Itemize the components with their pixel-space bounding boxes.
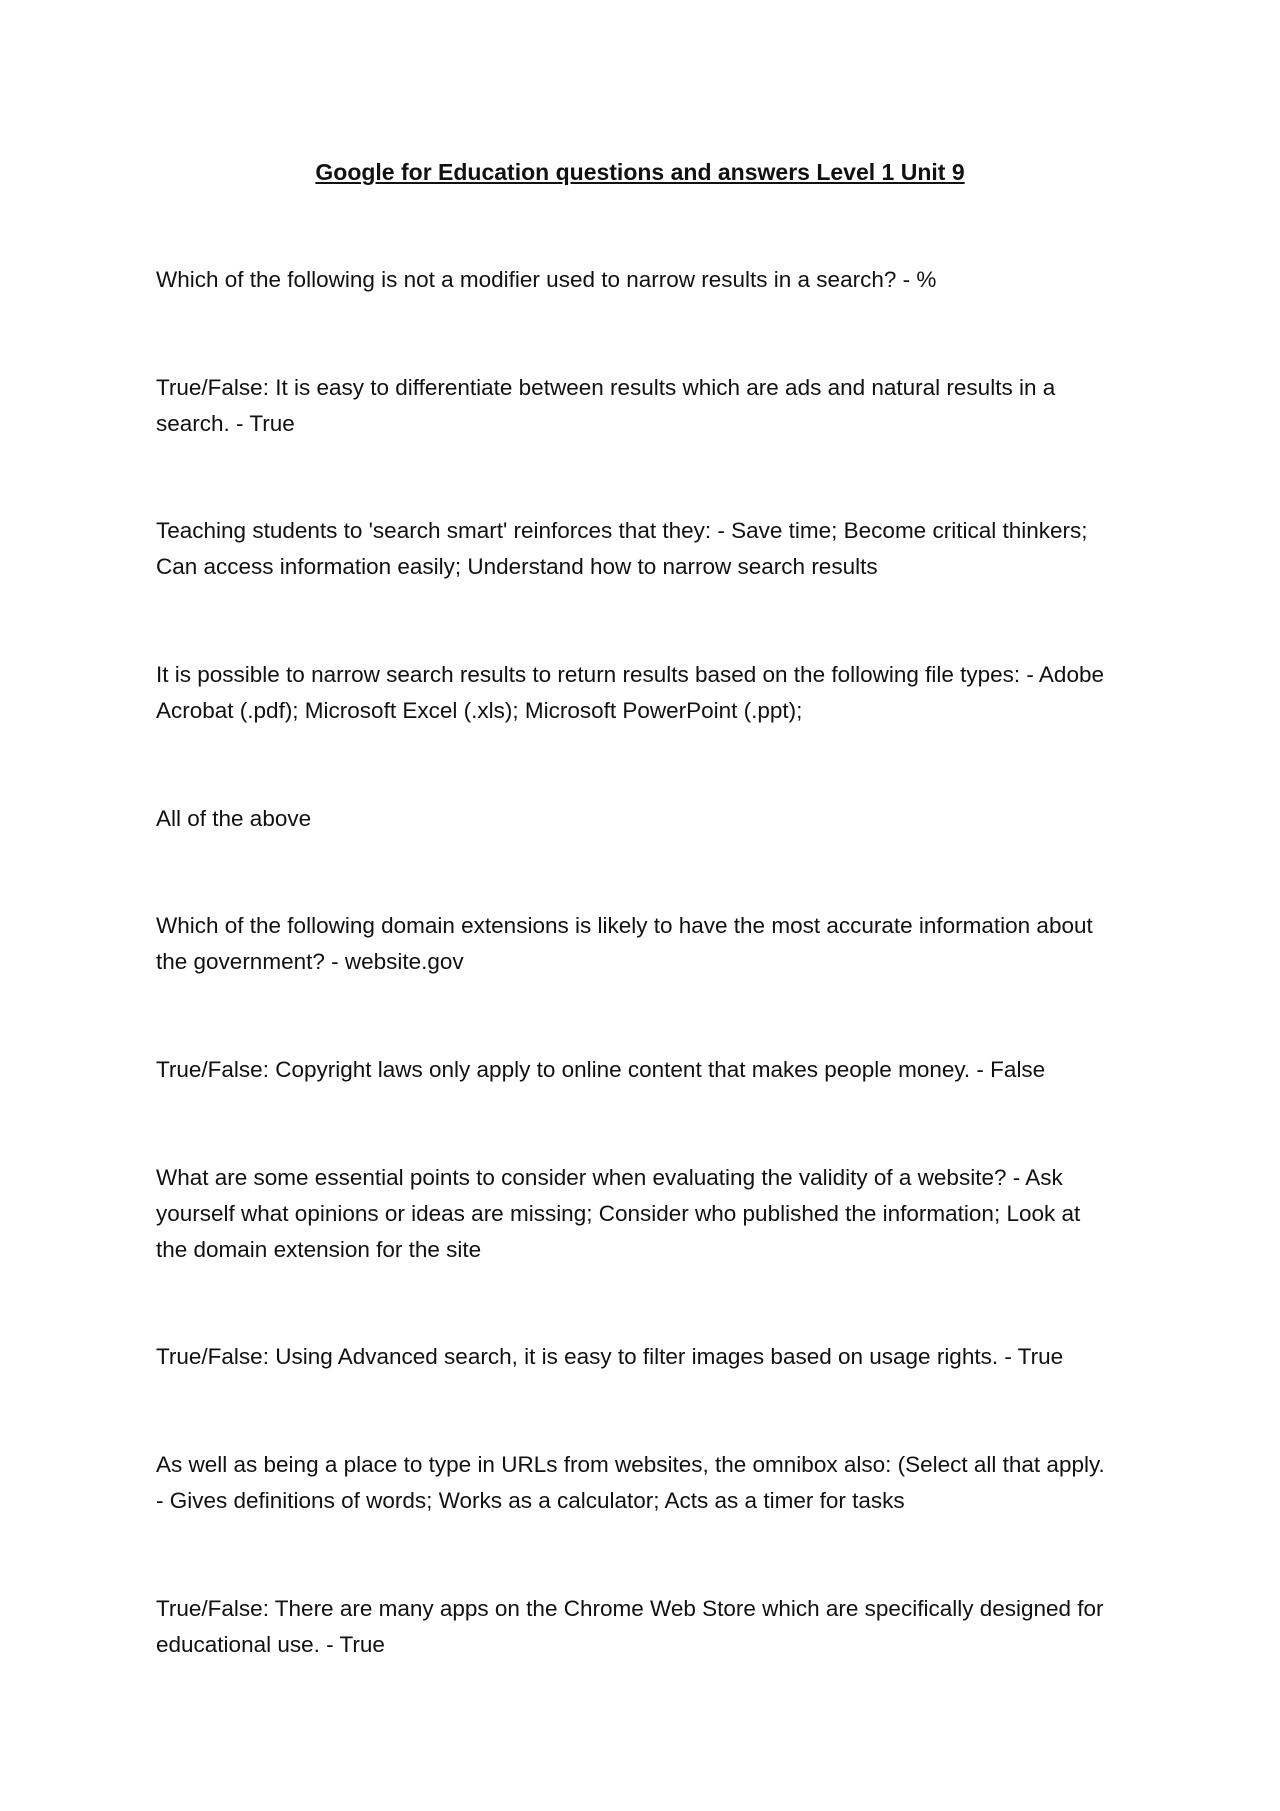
qa-paragraph-1: Which of the following is not a modifier used to narrow results in a search? - % <box>156 267 937 292</box>
qa-paragraph-7: True/False: Copyright laws only apply to online content that makes people money. - False <box>156 1057 1046 1082</box>
document-title: Google for Education questions and answers Level 1 Unit 9 <box>315 159 965 185</box>
qa-paragraph-2: True/False: It is easy to differentiate between results which are ads and natural results in a search. - True <box>156 375 1056 436</box>
qa-paragraph-5: All of the above <box>156 806 312 831</box>
qa-paragraph-11: True/False: There are many apps on the Chrome Web Store which are specifically designed for educational use. - True <box>156 1596 1104 1657</box>
qa-paragraph-8: What are some essential points to consider when evaluating the validity of a website? - Ask yourself what opinions or ideas are missing; Consider who published the information; Look at the domain extension for the site <box>156 1165 1081 1262</box>
qa-paragraph-10: As well as being a place to type in URLs from websites, the omnibox also: (Select all that apply. - Gives definitions of words; Works as a calculator; Acts as a timer for tasks <box>156 1452 1105 1513</box>
qa-paragraph-9: True/False: Using Advanced search, it is easy to filter images based on usage rights. - True <box>156 1344 1064 1369</box>
qa-paragraph-3: Teaching students to 'search smart' reinforces that they: - Save time; Become critical thinkers; Can access information easily; Understand how to narrow search results <box>156 518 1088 579</box>
qa-paragraph-6: Which of the following domain extensions is likely to have the most accurate information about the government? - website.gov <box>156 913 1093 974</box>
qa-paragraph-4: It is possible to narrow search results to return results based on the following file types: - Adobe Acrobat (.pdf); Microsoft Excel (.xls); Microsoft PowerPoint (.ppt); <box>156 662 1104 723</box>
